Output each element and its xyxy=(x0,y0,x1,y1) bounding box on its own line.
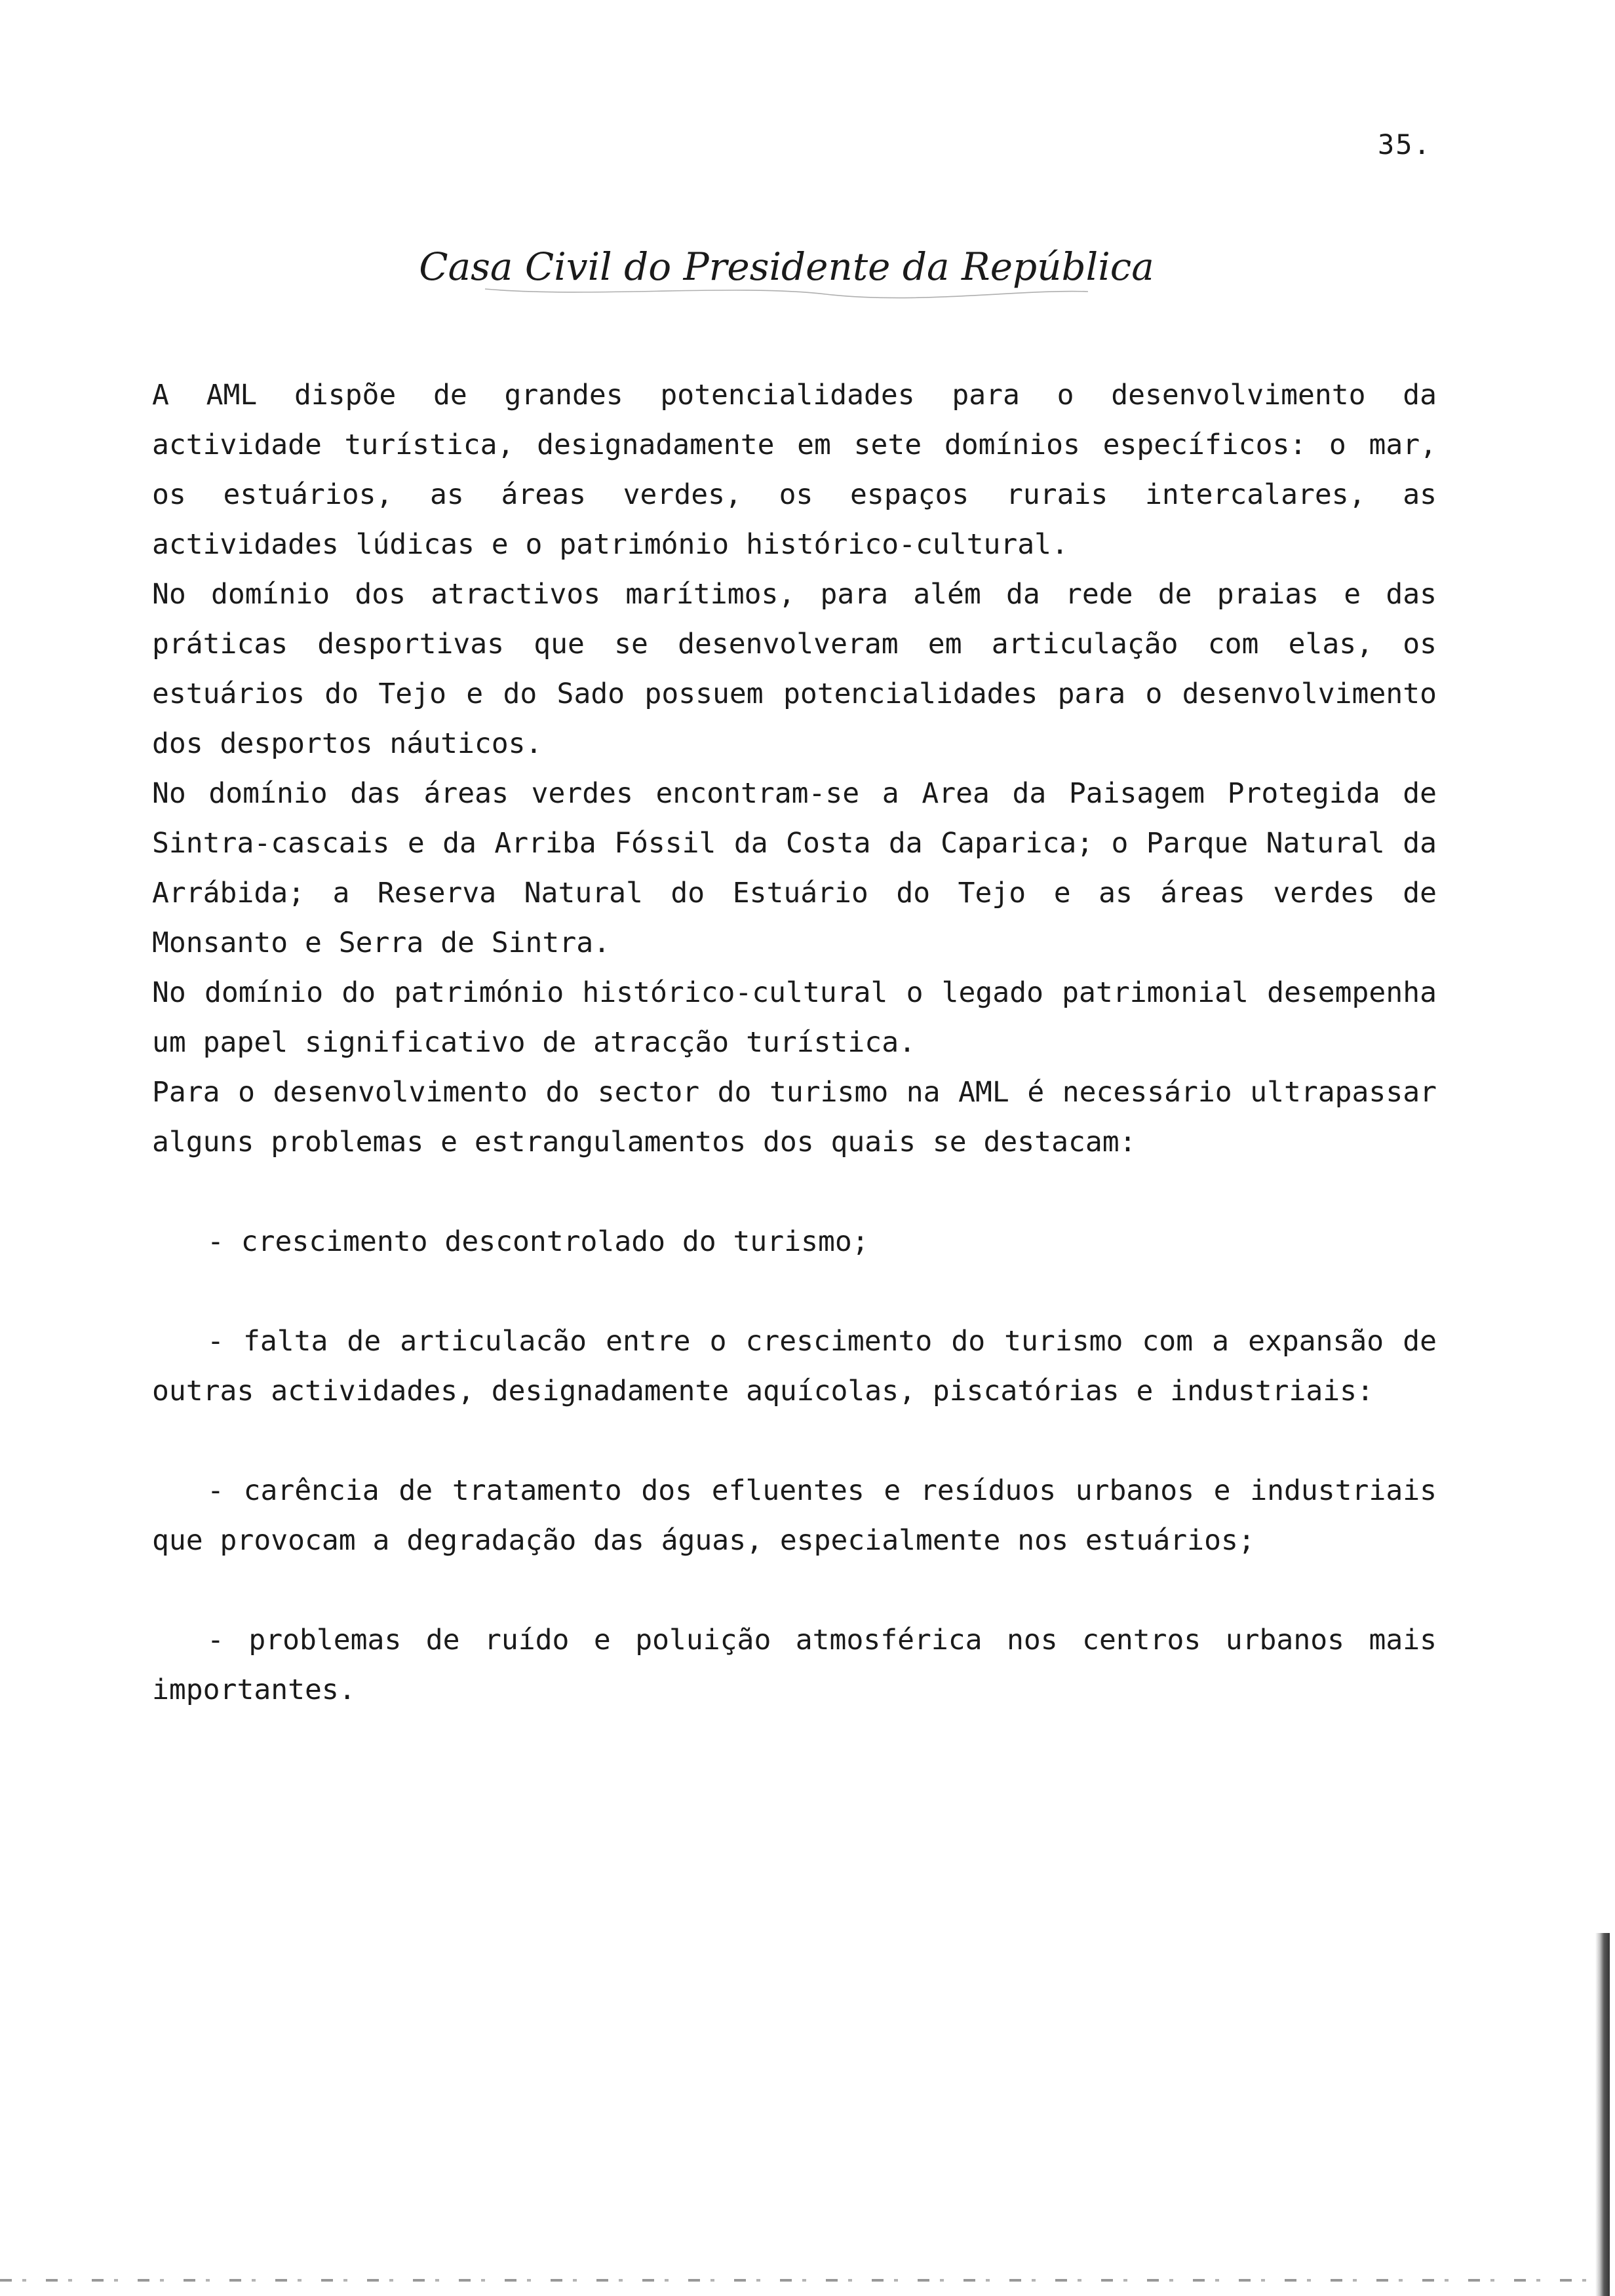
list-item: - crescimento descontrolado do turismo; xyxy=(207,1225,869,1258)
letterhead-text: Casa Civil do Presidente da República xyxy=(419,244,1154,289)
paragraph: No domínio das áreas verdes encontram-se a Area da Paisagem Protegida de Sintra-cascais e da Arriba Fóssil da Costa da Caparica; o Parque Natural da Arrábida; a Reserva Natural do Estuário do Tejo e as áreas verdes de Monsanto e Serra de Sintra. xyxy=(152,777,1437,959)
paragraph: No domínio do património histórico-cultural o legado patrimonial desempenha um papel significativo de atracção turística. xyxy=(152,976,1437,1059)
problems-list xyxy=(152,1217,1437,1715)
scan-edge-shadow xyxy=(1595,1933,1610,2296)
letterhead-script-logo xyxy=(419,226,1154,311)
scan-bottom-noise xyxy=(0,2279,1586,2282)
paragraph: Para o desenvolvimento do sector do turismo na AML é necessário ultrapassar alguns problemas e estrangulamentos dos quais se destacam: xyxy=(152,1076,1437,1158)
page-number: 35. xyxy=(1378,128,1431,161)
paragraph: A AML dispõe de grandes potencialidades para o desenvolvimento da actividade turística, designadamente em sete domínios específicos: o mar, os estuários, as áreas verdes, os espaços rurais intercalares, as actividades lúdicas e o património histórico-cultural. xyxy=(152,379,1437,561)
list-item: - carência de tratamento dos efluentes e resíduos urbanos e industriais que provocam a degradação das águas, especialmente nos estuários; xyxy=(152,1474,1437,1557)
list-item: - falta de articulacão entre o crescimento do turismo com a expansão de outras actividades, designadamente aquícolas, piscatórias e industriais: xyxy=(152,1325,1437,1407)
document-body xyxy=(152,370,1437,1715)
list-item: - problemas de ruído e poluição atmosférica nos centros urbanos mais importantes. xyxy=(152,1624,1437,1706)
paragraph: No domínio dos atractivos marítimos, para além da rede de praias e das práticas desportivas que se desenvolveram em articulação com elas, os estuários do Tejo e do Sado possuem potencialidades para o desenvolvimento dos desportos náuticos. xyxy=(152,578,1437,760)
